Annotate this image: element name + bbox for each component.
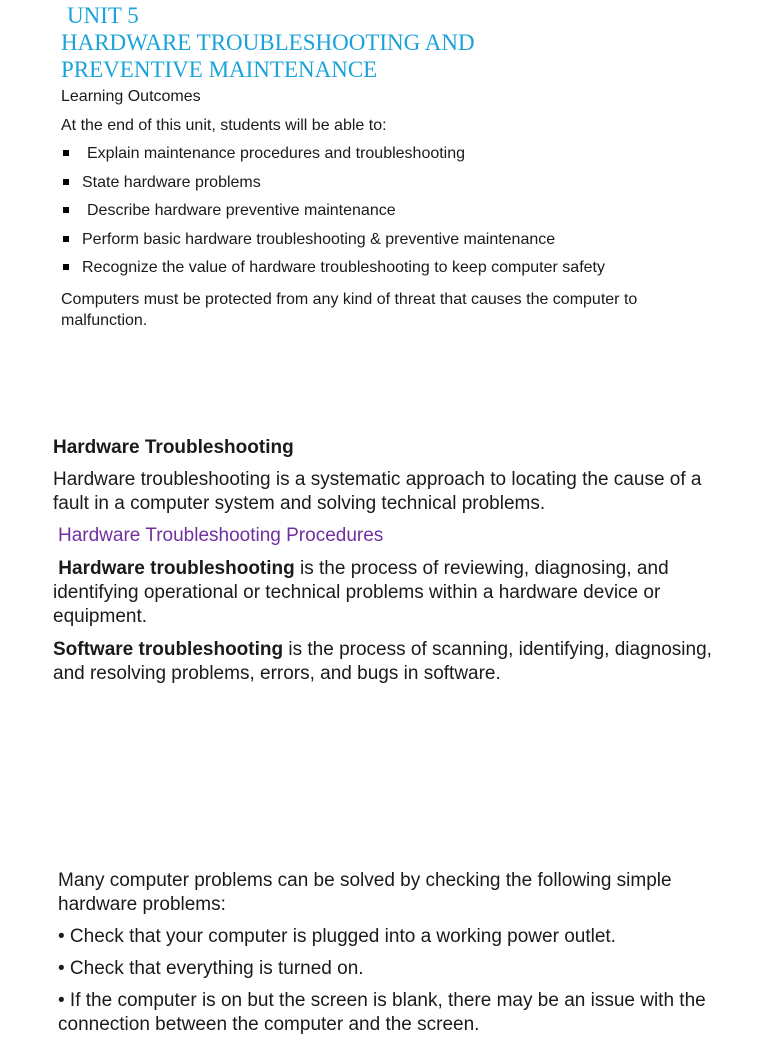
learning-outcomes-label: Learning Outcomes xyxy=(61,88,201,105)
hardware-troubleshooting-definition: Hardware troubleshooting is a systematic approach to locating the cause of a fault in a computer system and solving technical problems. xyxy=(53,469,702,514)
unit-title-line-2: PREVENTIVE MAINTENANCE xyxy=(61,57,378,82)
learning-outcomes-intro: At the end of this unit, students will be able to: xyxy=(61,117,387,134)
square-bullet-icon xyxy=(63,179,69,185)
hardware-troubleshooting-heading: Hardware Troubleshooting xyxy=(53,437,294,458)
square-bullet-icon xyxy=(63,150,69,156)
unit-title-line-1: HARDWARE TROUBLESHOOTING AND xyxy=(61,30,475,55)
procedures-heading: Hardware Troubleshooting Procedures xyxy=(58,525,384,546)
hardware-troubleshooting-paragraph xyxy=(53,557,733,629)
outcome-text: Describe hardware preventive maintenance xyxy=(87,202,396,220)
check-item: • Check that your computer is plugged into a working power outlet. xyxy=(58,926,616,947)
square-bullet-icon xyxy=(63,236,69,242)
square-bullet-icon xyxy=(63,207,69,213)
check-item: • If the computer is on but the screen is blank, there may be an issue with the connection between the computer and the screen. xyxy=(58,990,706,1035)
outcome-text: Explain maintenance procedures and troubleshooting xyxy=(87,145,466,162)
simple-checks-list xyxy=(58,925,748,1045)
unit-number: UNIT 5 xyxy=(67,3,139,28)
software-troubleshooting-description: is the process of scanning, identifying, diagnosing, and resolving problems, errors, and bugs in software. xyxy=(53,639,712,684)
outcome-text: State hardware problems xyxy=(82,173,261,191)
software-troubleshooting-term: Software troubleshooting xyxy=(53,639,284,660)
software-troubleshooting-paragraph xyxy=(53,638,733,686)
outcome-text: Perform basic hardware troubleshooting & preventive maintenance xyxy=(82,230,556,248)
computers-protection-text: Computers must be protected from any kind of threat that causes the computer to malfunction. xyxy=(61,291,638,329)
check-item: • Check that everything is turned on. xyxy=(58,958,364,979)
simple-checks-intro: Many computer problems can be solved by checking the following simple hardware problems: xyxy=(58,870,672,915)
hardware-troubleshooting-term: Hardware troubleshooting xyxy=(58,558,295,579)
square-bullet-icon xyxy=(63,264,69,270)
hardware-troubleshooting-description: is the process of reviewing, diagnosing, and identifying operational or technical problems within a hardware device or equipment. xyxy=(53,558,669,627)
unit-title xyxy=(61,2,475,83)
outcome-text: Recognize the value of hardware troubleshooting to keep computer safety xyxy=(82,259,605,277)
